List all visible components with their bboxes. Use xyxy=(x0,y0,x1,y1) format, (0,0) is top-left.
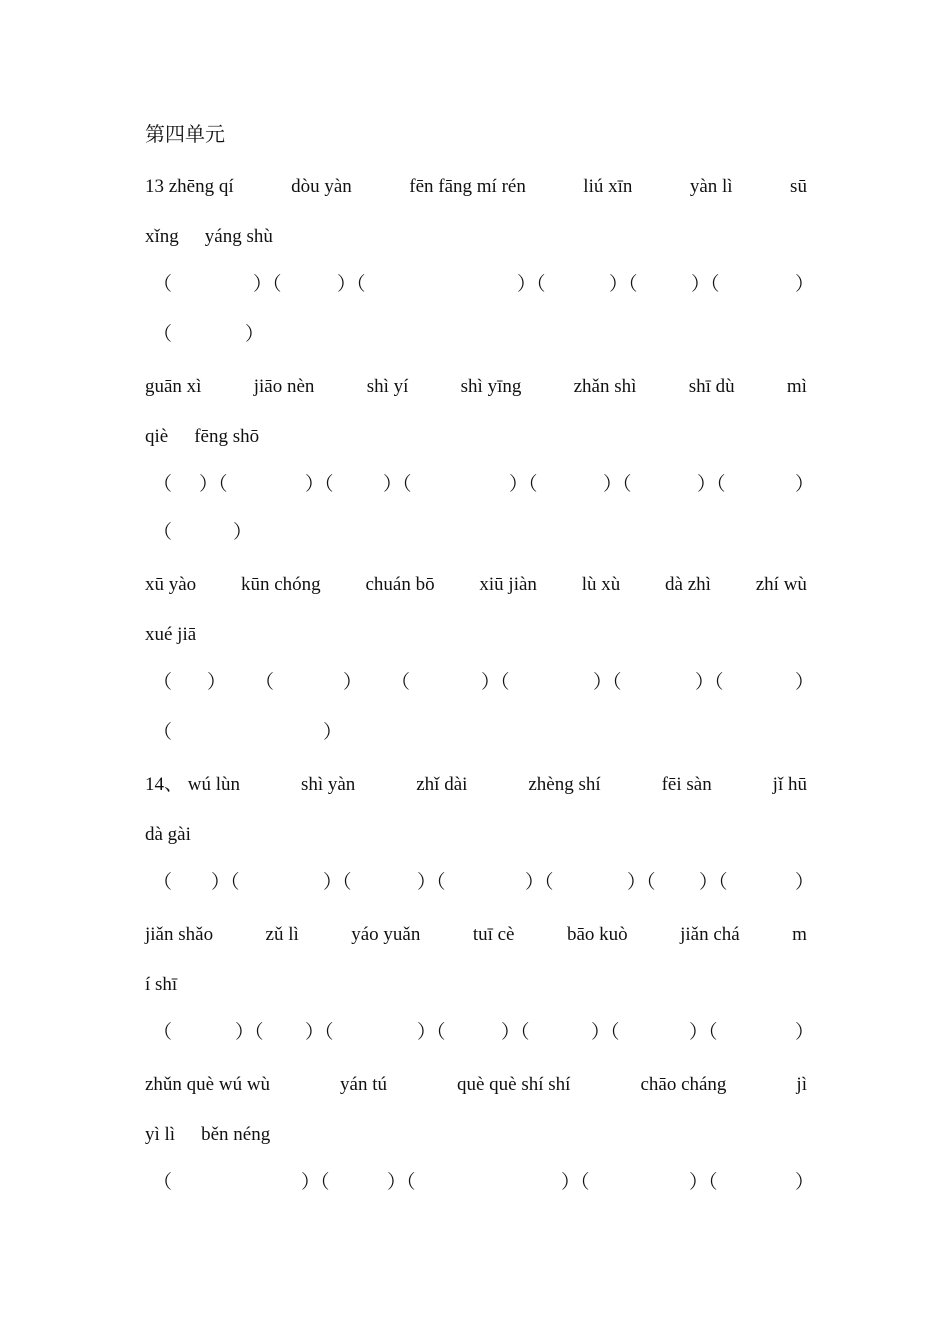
pinyin-row xyxy=(145,620,807,650)
bracket: ）（ xyxy=(481,672,510,693)
pinyin-item: chuán bō xyxy=(365,574,435,595)
bracket: ）（ xyxy=(561,1172,590,1193)
bracket: ） xyxy=(795,1022,815,1043)
bracket: ）（ xyxy=(603,474,632,495)
pinyin-item: qiè xyxy=(145,426,169,447)
pinyin-item: zhǐ dài xyxy=(416,774,468,795)
unit-heading: 第四单元 xyxy=(145,124,225,146)
answer-brackets-row xyxy=(145,1168,815,1198)
bracket: ）（ xyxy=(689,1022,718,1043)
pinyin-item: tuī cè xyxy=(472,924,515,945)
bracket: ） xyxy=(233,522,253,543)
pinyin-item: sū xyxy=(790,176,807,197)
pinyin-item: dà gài xyxy=(145,824,191,845)
bracket: ） xyxy=(795,1172,815,1193)
pinyin-item: dà zhì xyxy=(665,574,711,595)
bracket: （ xyxy=(391,672,411,693)
pinyin-item: shì yí xyxy=(366,376,409,397)
bracket: ）（ xyxy=(691,274,720,295)
answer-brackets-row xyxy=(145,518,807,548)
pinyin-item: xū yào xyxy=(145,574,197,595)
pinyin-item: xǐng xyxy=(145,226,179,247)
answer-brackets-row xyxy=(145,668,815,698)
bracket: ）（ xyxy=(337,274,366,295)
bracket: （ xyxy=(153,474,173,495)
pinyin-item: zhí wù xyxy=(755,574,807,595)
bracket: ）（ xyxy=(387,1172,416,1193)
pinyin-item: shī dù xyxy=(688,376,735,397)
bracket: ）（ xyxy=(509,474,538,495)
bracket: ） xyxy=(795,672,815,693)
answer-brackets-row xyxy=(145,718,807,748)
bracket: ）（ xyxy=(525,872,554,893)
bracket: ）（ xyxy=(383,474,412,495)
pinyin-item: 13 zhēng qí xyxy=(145,176,234,197)
pinyin-item: zhǔn què wú wù xyxy=(145,1074,271,1095)
answer-brackets-row xyxy=(145,470,815,500)
bracket: ）（ xyxy=(501,1022,530,1043)
pinyin-row xyxy=(145,770,807,800)
pinyin-item: xué jiā xyxy=(145,624,197,645)
pinyin-item: yán tú xyxy=(340,1074,388,1095)
bracket: ）（ xyxy=(199,474,228,495)
pinyin-item: í shī xyxy=(145,974,178,995)
pinyin-row xyxy=(145,570,807,600)
bracket: ）（ xyxy=(305,474,334,495)
bracket: ）（ xyxy=(417,1022,446,1043)
bracket: ）（ xyxy=(695,672,724,693)
pinyin-row xyxy=(145,920,807,950)
bracket: ）（ xyxy=(305,1022,334,1043)
pinyin-item: běn néng xyxy=(201,1124,271,1145)
answer-brackets-row xyxy=(145,1018,815,1048)
bracket: （ xyxy=(153,1022,173,1043)
pinyin-item: guān xì xyxy=(145,376,202,397)
bracket: ） xyxy=(795,274,815,295)
bracket: ） xyxy=(207,672,227,693)
pinyin-item: kūn chóng xyxy=(240,574,321,595)
answer-brackets-row xyxy=(145,320,807,350)
pinyin-item: shì yīng xyxy=(460,376,522,397)
bracket: （ xyxy=(153,324,173,345)
bracket: ）（ xyxy=(517,274,546,295)
pinyin-item: zǔ lì xyxy=(265,924,299,945)
bracket: ）（ xyxy=(609,274,638,295)
answer-brackets-row xyxy=(145,868,815,898)
pinyin-row xyxy=(145,1070,807,1100)
pinyin-item: dòu yàn xyxy=(291,176,352,197)
pinyin-row xyxy=(145,172,807,202)
bracket: （ xyxy=(153,872,173,893)
pinyin-item: m xyxy=(792,924,807,945)
bracket: ）（ xyxy=(591,1022,620,1043)
pinyin-item: zhèng shí xyxy=(528,774,601,795)
pinyin-item: liú xīn xyxy=(583,176,633,197)
bracket: （ xyxy=(153,274,173,295)
pinyin-row xyxy=(145,970,807,1000)
pinyin-item: yáng shù xyxy=(204,226,273,247)
pinyin-row xyxy=(145,422,807,452)
pinyin-item: chāo cháng xyxy=(640,1074,727,1095)
bracket: ）（ xyxy=(697,474,726,495)
bracket: （ xyxy=(153,672,173,693)
pinyin-item: yàn lì xyxy=(689,176,733,197)
pinyin-item: jiǎn shǎo xyxy=(145,924,214,945)
answer-brackets-row xyxy=(145,270,815,300)
pinyin-item: jiāo nèn xyxy=(253,376,315,397)
bracket: ）（ xyxy=(253,274,282,295)
pinyin-item: xiū jiàn xyxy=(479,574,537,595)
bracket: （ xyxy=(255,672,275,693)
bracket: ） xyxy=(245,324,265,345)
pinyin-item: yáo yuǎn xyxy=(351,924,421,945)
pinyin-item: mì xyxy=(786,376,807,397)
bracket: ） xyxy=(323,722,343,743)
bracket: （ xyxy=(153,722,173,743)
pinyin-item: lù xù xyxy=(581,574,621,595)
pinyin-item: què què shí shí xyxy=(457,1074,571,1095)
pinyin-item: 14、 wú lùn xyxy=(145,774,241,795)
bracket: （ xyxy=(153,1172,173,1193)
pinyin-row xyxy=(145,372,807,402)
pinyin-item: shì yàn xyxy=(300,774,356,795)
bracket: ） xyxy=(795,474,815,495)
bracket: ）（ xyxy=(235,1022,264,1043)
bracket: ）（ xyxy=(301,1172,330,1193)
pinyin-row xyxy=(145,820,807,850)
pinyin-item: fēng shō xyxy=(194,426,260,447)
pinyin-row xyxy=(145,1120,807,1150)
bracket: ）（ xyxy=(627,872,656,893)
bracket: ）（ xyxy=(699,872,728,893)
bracket: ）（ xyxy=(593,672,622,693)
pinyin-item: fēi sàn xyxy=(661,774,712,795)
pinyin-row xyxy=(145,222,807,252)
pinyin-item: yì lì xyxy=(145,1124,176,1145)
pinyin-item: jiǎn chá xyxy=(680,924,740,945)
pinyin-item: bāo kuò xyxy=(566,924,628,945)
bracket: （ xyxy=(153,522,173,543)
pinyin-item: jǐ hū xyxy=(772,774,807,795)
bracket: ）（ xyxy=(211,872,240,893)
bracket: ）（ xyxy=(689,1172,718,1193)
bracket: ）（ xyxy=(417,872,446,893)
bracket: ） xyxy=(343,672,363,693)
pinyin-item: zhǎn shì xyxy=(573,376,637,397)
bracket: ） xyxy=(795,872,815,893)
pinyin-item: jì xyxy=(796,1074,807,1095)
pinyin-item: fēn fāng mí rén xyxy=(409,176,526,197)
bracket: ）（ xyxy=(323,872,352,893)
